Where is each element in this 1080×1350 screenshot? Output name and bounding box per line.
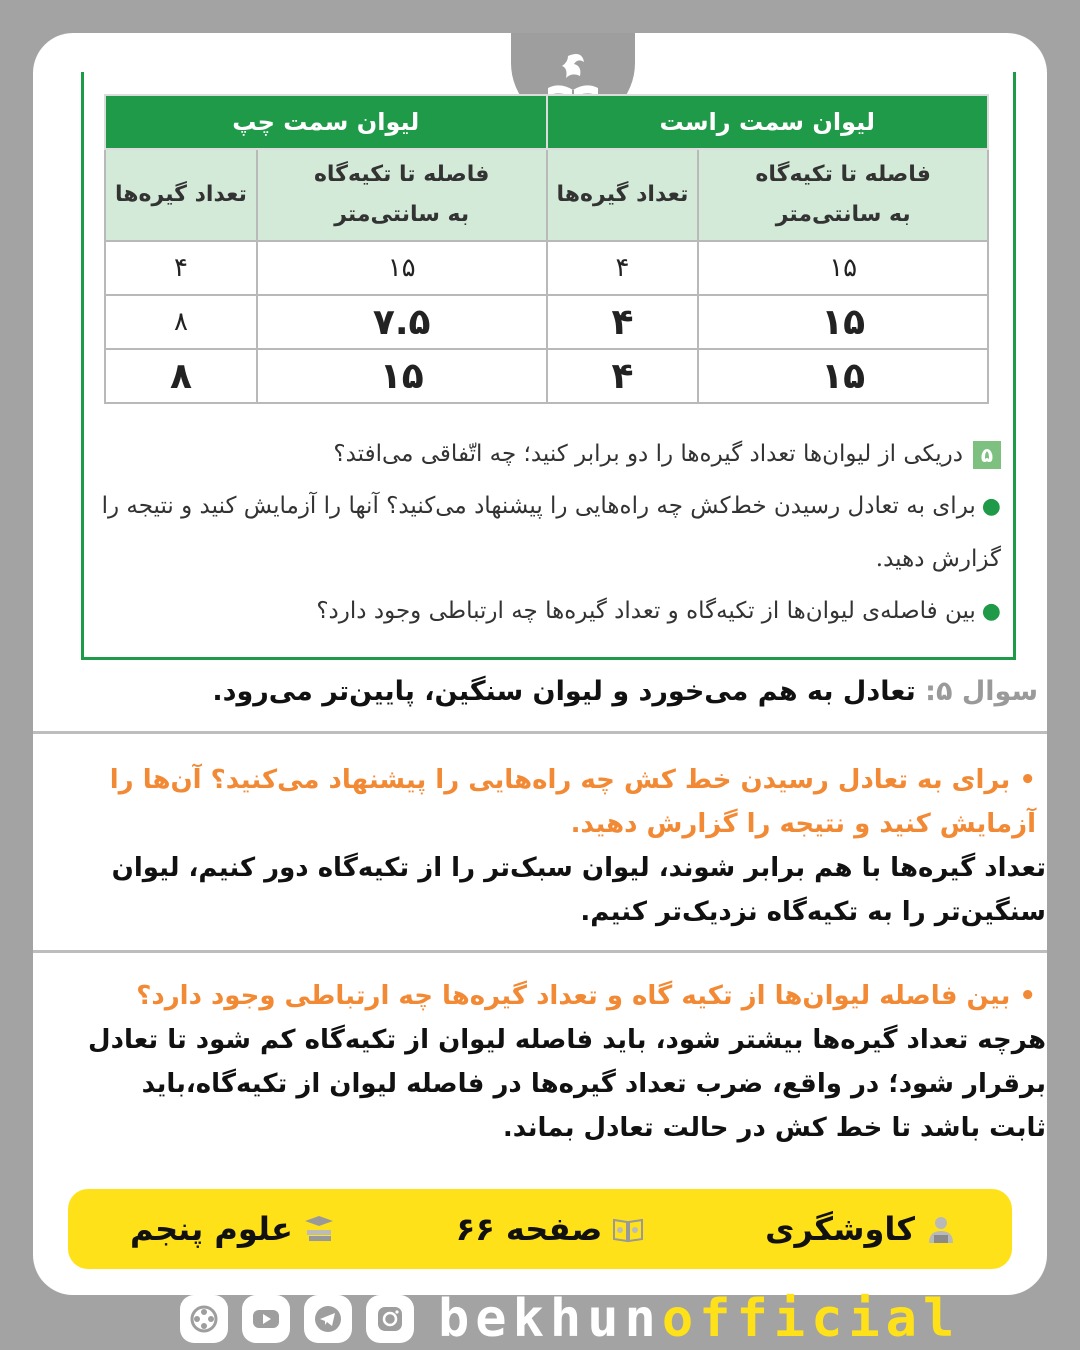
- book-bullet-2: ●بین فاصله‌ی لیوان‌ها از تکیه‌گاه و تعداد گیره‌ها چه ارتباطی وجود دارد؟: [316, 598, 1001, 624]
- question-5: ۵دریکی از لیوان‌ها تعداد گیره‌ها را دو برابر کنید؛ چه اتّفاقی می‌افتد؟: [96, 428, 1001, 480]
- section-1-question: • برای به تعادل رسیدن خط کش چه راه‌هایی را پیشنهاد می‌کنید؟ آن‌ها را آزمایش کنید و نتیجه را گزارش دهید.: [109, 765, 1036, 839]
- instagram-icon[interactable]: [366, 1295, 414, 1343]
- footer-subject: علوم پنجم: [130, 1210, 335, 1248]
- footer-bar: [68, 1189, 1012, 1269]
- answer-question-5: [212, 676, 1038, 707]
- bullet-icon: •: [1010, 981, 1036, 1011]
- table-row: ۱۵ ۴ ۱۵ ۴: [105, 241, 988, 295]
- graduation-books-icon: [303, 1213, 335, 1245]
- book-bullet-1: ●برای به تعادل رسیدن خط‌کش چه راه‌هایی را پیشنهاد می‌کنید؟ آنها را آزمایش کنید و نتیجه را گزارش دهید.: [101, 493, 1001, 572]
- right-glass-header: لیوان سمت راست: [547, 95, 988, 149]
- brand-wordmark[interactable]: bekhunofficial: [438, 1289, 961, 1349]
- left-glass-header: لیوان سمت چپ: [105, 95, 547, 149]
- open-book-icon: [612, 1213, 644, 1245]
- table-row: ۱۵ ۴ ۱۵ ۸: [105, 349, 988, 403]
- footer-page: صفحه ۶۶: [456, 1210, 645, 1248]
- bullet-icon: ●: [981, 599, 1001, 624]
- social-bar: [180, 1289, 960, 1349]
- telegram-icon[interactable]: [304, 1295, 352, 1343]
- section-2-answer: هرچه تعداد گیره‌ها بیشتر شود، باید فاصله لیوان از تکیه‌گاه کم شود تا تعادل برقرار شود؛ در واقع، ضرب تعداد گیره‌ها در فاصله لیوان از تکیه‌گاه،باید ثابت باشد تا خط کش در حالت تعادل بماند.: [88, 1025, 1046, 1143]
- question-number: ۵: [973, 441, 1001, 469]
- answer-text: تعادل به هم می‌خورد و لیوان سنگین، پایین‌تر می‌رود.: [212, 676, 916, 707]
- teacher-icon: [925, 1213, 957, 1245]
- table-row: ۱۵ ۴ ۷.۵ ۸: [105, 295, 988, 349]
- right-distance-header: فاصله تا تکیه‌گاه به سانتی‌متر: [698, 149, 988, 241]
- left-distance-header: فاصله تا تکیه‌گاه به سانتی‌متر: [257, 149, 547, 241]
- right-clips-header: تعداد گیره‌ها: [547, 149, 699, 241]
- footer-topic: کاوشگری: [765, 1210, 957, 1248]
- experiment-table: [104, 94, 989, 404]
- bullet-icon: •: [1010, 765, 1036, 795]
- section-1: [78, 758, 1046, 934]
- left-clips-header: تعداد گیره‌ها: [105, 149, 257, 241]
- divider: [33, 950, 1047, 953]
- section-1-answer: تعداد گیره‌ها با هم برابر شوند، لیوان سبک‌تر را از تکیه‌گاه دور کنیم، لیوان سنگین‌تر را به تکیه‌گاه نزدیک‌تر کنیم.: [111, 853, 1046, 927]
- divider: [33, 731, 1047, 734]
- section-2: [78, 974, 1046, 1150]
- bullet-icon: ●: [981, 494, 1001, 519]
- answer-label: سوال ۵:: [925, 676, 1038, 707]
- textbook-questions: [96, 428, 1001, 638]
- section-2-question: • بین فاصله لیوان‌ها از تکیه گاه و تعداد گیره‌ها چه ارتباطی وجود دارد؟: [136, 981, 1036, 1011]
- youtube-icon[interactable]: [242, 1295, 290, 1343]
- film-reel-icon[interactable]: [180, 1295, 228, 1343]
